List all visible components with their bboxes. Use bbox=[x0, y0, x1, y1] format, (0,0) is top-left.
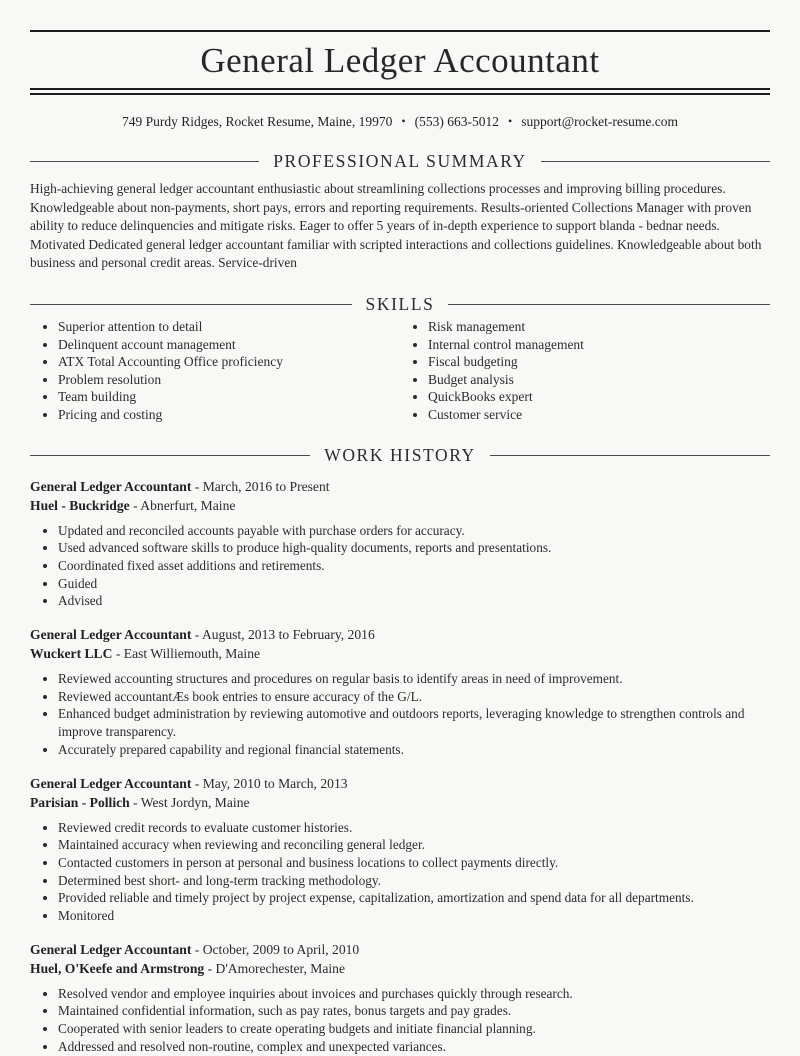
skill-item: • ATX Total Accounting Office proficiency bbox=[58, 353, 400, 371]
job-title: General Ledger Accountant bbox=[30, 627, 192, 643]
job-bullet-list bbox=[30, 819, 770, 925]
skills-section-heading bbox=[30, 294, 770, 315]
job-bullet: • Contacted customers in person at personal and business locations to collect payments directly. bbox=[58, 854, 770, 872]
summary-section-heading bbox=[30, 151, 770, 172]
skill-item: • Pricing and costing bbox=[58, 406, 400, 424]
heading-rule-right bbox=[541, 161, 770, 162]
work-history-heading-text: WORK HISTORY bbox=[324, 444, 476, 465]
job-bullet: • Maintained accuracy when reviewing and reconciling general ledger. bbox=[58, 836, 770, 854]
job-company-line bbox=[30, 496, 770, 515]
skills-list bbox=[30, 318, 770, 424]
job-location: D'Amorechester, Maine bbox=[215, 960, 346, 976]
heading-rule-left bbox=[30, 161, 259, 162]
skills-column-left bbox=[30, 318, 400, 424]
contact-separator-dot: • bbox=[507, 114, 513, 128]
skill-item: • Team building bbox=[58, 388, 400, 406]
contact-separator-dot: • bbox=[401, 114, 406, 128]
job-dates: August, 2013 to February, 2016 bbox=[201, 627, 375, 643]
summary-text: High-achieving general ledger accountant enthusiastic about streamlining collections processes and improving billing procedures. Knowledgeable about non-payments, short pays, errors and reporting requirements. Results-oriented Collections Manager with proven ability to reduce delinquencies and mitigate risks. Eager to offer 5 years of in-depth experience to support blanda - bednar needs. Motivated Dedicated general ledger accountant familiar with scripted interactions and collections guidelines. Knowledgeable about both business and personal credit areas. Service-driven bbox=[30, 181, 762, 271]
skill-item: • Problem resolution bbox=[58, 371, 400, 389]
job-bullet: • Resolved vendor and employee inquiries about invoices and purchases quickly through research. bbox=[58, 985, 770, 1003]
job-bullet: • Maintained confidential information, such as pay rates, bonus targets and pay grades. bbox=[58, 1002, 770, 1020]
skills-heading-text: SKILLS bbox=[365, 293, 435, 314]
dash-separator: - bbox=[204, 960, 216, 976]
title-underline-rule bbox=[30, 88, 770, 95]
dash-separator: - bbox=[191, 627, 202, 643]
dash-separator: - bbox=[191, 775, 203, 791]
dash-separator: - bbox=[191, 941, 203, 957]
skill-item: • Customer service bbox=[428, 406, 770, 424]
job-bullet: • Guided bbox=[58, 575, 770, 593]
job-company-line bbox=[30, 959, 770, 978]
job-location: Abnerfurt, Maine bbox=[140, 497, 236, 513]
job-title: General Ledger Accountant bbox=[30, 478, 192, 494]
job-location: West Jordyn, Maine bbox=[140, 794, 250, 810]
contact-line bbox=[30, 114, 770, 130]
job-title: General Ledger Accountant bbox=[30, 941, 192, 957]
job-company: Wuckert LLC bbox=[30, 646, 113, 662]
heading-rule-left bbox=[30, 455, 310, 456]
heading-rule-right bbox=[448, 304, 770, 305]
job-bullet: • Determined best short- and long-term tracking methodology. bbox=[58, 872, 770, 890]
job-bullet: • Enhanced budget administration by reviewing automotive and outdoors reports, leveraging knowledge to strengthen controls and improve transparency. bbox=[58, 705, 770, 740]
job-company-line bbox=[30, 644, 770, 663]
job-bullet: • Addressed and resolved non-routine, complex and unexpected variances. bbox=[58, 1038, 770, 1056]
job-company: Huel, O'Keefe and Armstrong bbox=[30, 960, 205, 976]
contact-email: support@rocket-resume.com bbox=[521, 114, 678, 129]
contact-address: 749 Purdy Ridges, Rocket Resume, Maine, 19970 bbox=[122, 114, 393, 129]
heading-rule-left bbox=[30, 304, 352, 305]
skill-item: • QuickBooks expert bbox=[428, 388, 770, 406]
skills-column-right bbox=[400, 318, 770, 424]
skill-item: • Superior attention to detail bbox=[58, 318, 400, 336]
job-title-line bbox=[30, 940, 770, 959]
work-history-section-heading bbox=[30, 445, 770, 466]
skill-item: • Fiscal budgeting bbox=[428, 353, 770, 371]
dash-separator: - bbox=[129, 497, 141, 513]
job-title: General Ledger Accountant bbox=[30, 775, 192, 791]
job-bullet-list bbox=[30, 522, 770, 611]
job-entry bbox=[30, 477, 770, 611]
job-entry bbox=[30, 774, 770, 925]
job-location: East Williemouth, Maine bbox=[123, 646, 261, 662]
skill-item: • Delinquent account management bbox=[58, 336, 400, 354]
job-title-line bbox=[30, 625, 770, 644]
dash-separator: - bbox=[112, 646, 124, 662]
job-bullet-list bbox=[30, 670, 770, 759]
summary-heading-text: PROFESSIONAL SUMMARY bbox=[273, 151, 527, 171]
job-bullet: • Provided reliable and timely project by project expense, capitalization, amortization and spend data for all departments. bbox=[58, 889, 770, 907]
job-entry bbox=[30, 625, 770, 759]
job-bullet: • Reviewed accountantÆs book entries to ensure accuracy of the G/L. bbox=[58, 688, 770, 706]
job-title-line bbox=[30, 477, 770, 496]
job-bullet-list bbox=[30, 985, 770, 1056]
job-bullet: • Accurately prepared capability and regional financial statements. bbox=[58, 741, 770, 759]
job-company-line bbox=[30, 793, 770, 812]
job-dates: October, 2009 to April, 2010 bbox=[202, 941, 360, 957]
contact-phone: (553) 663-5012 bbox=[414, 114, 499, 129]
job-bullet: • Reviewed credit records to evaluate customer histories. bbox=[58, 819, 770, 837]
job-title-line bbox=[30, 774, 770, 793]
job-dates: May, 2010 to March, 2013 bbox=[202, 775, 348, 791]
job-dates: March, 2016 to Present bbox=[202, 478, 330, 494]
dash-separator: - bbox=[129, 794, 141, 810]
job-company: Huel - Buckridge bbox=[30, 497, 130, 513]
job-bullet: • Coordinated fixed asset additions and retirements. bbox=[58, 557, 770, 575]
job-bullet: • Advised bbox=[58, 592, 770, 610]
job-company: Parisian - Pollich bbox=[30, 794, 130, 810]
page-title: General Ledger Accountant bbox=[200, 41, 600, 80]
skill-item: • Risk management bbox=[428, 318, 770, 336]
job-bullet: • Reviewed accounting structures and procedures on regular basis to identify areas in need of improvement. bbox=[58, 670, 770, 688]
job-bullet: • Cooperated with senior leaders to create operating budgets and initiate financial planning. bbox=[58, 1020, 770, 1038]
heading-rule-right bbox=[490, 455, 770, 456]
skill-item: • Budget analysis bbox=[428, 371, 770, 389]
job-bullet: • Used advanced software skills to produce high-quality documents, reports and presentations. bbox=[58, 539, 770, 557]
skill-item: • Internal control management bbox=[428, 336, 770, 354]
job-bullet: • Monitored bbox=[58, 907, 770, 925]
job-entry bbox=[30, 940, 770, 1056]
top-rule bbox=[30, 30, 770, 32]
job-bullet: • Updated and reconciled accounts payable with purchase orders for accuracy. bbox=[58, 522, 770, 540]
dash-separator: - bbox=[191, 478, 203, 494]
